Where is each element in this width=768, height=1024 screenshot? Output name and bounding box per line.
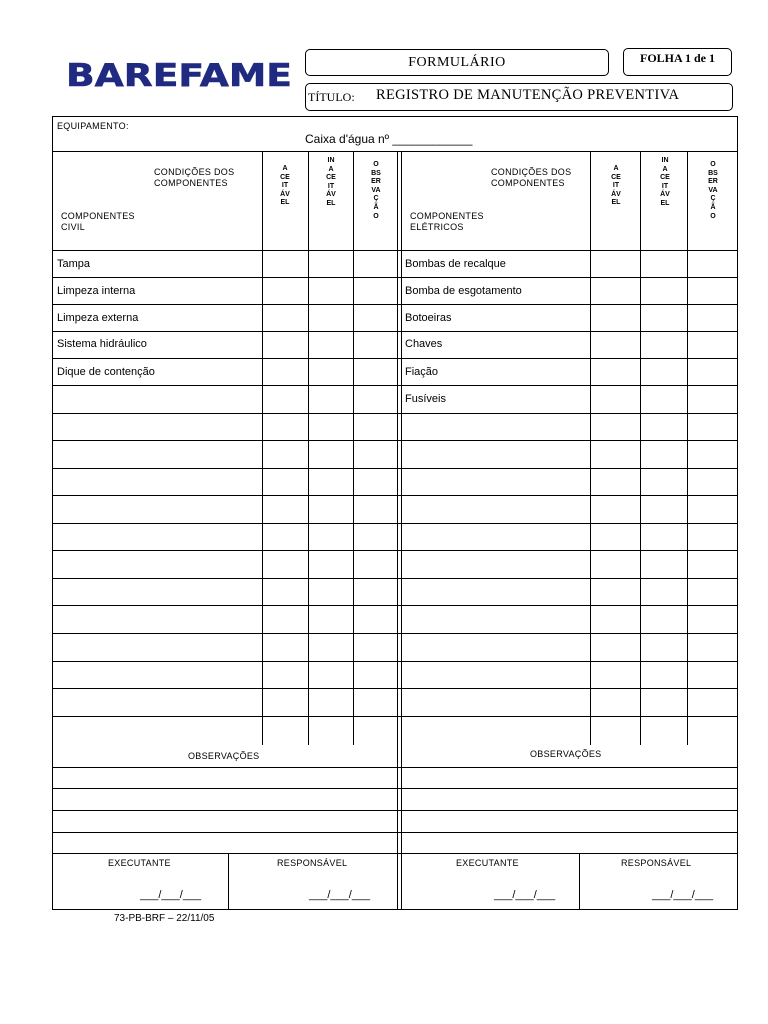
title-box — [305, 83, 733, 111]
obs-row-line — [53, 767, 737, 768]
right-col-line — [640, 151, 641, 745]
grid-row-line — [53, 688, 737, 689]
left-col-line — [308, 151, 309, 745]
right-executante-label: EXECUTANTE — [456, 858, 519, 868]
obs-row-line — [53, 853, 737, 854]
right-condicoes-line2: COMPONENTES — [491, 178, 565, 188]
left-responsavel-date[interactable]: ___/___/___ — [309, 889, 371, 901]
signature-divider — [228, 853, 229, 909]
obs-row-line — [53, 832, 737, 833]
left-col-aceitavel: ACEITÁVEL — [280, 165, 290, 207]
right-executante-date[interactable]: ___/___/___ — [494, 889, 556, 901]
right-col-inaceitavel: INACEITÁVEL — [660, 157, 670, 207]
grid-row-line — [53, 523, 737, 524]
obs-row-line — [53, 810, 737, 811]
form-label: FORMULÁRIO — [408, 55, 506, 70]
right-row-6: Fusíveis — [405, 393, 446, 405]
left-condicoes-line1: CONDIÇÕES DOS — [154, 167, 235, 177]
left-row-3: Limpeza externa — [57, 312, 139, 324]
grid-row-line — [53, 495, 737, 496]
grid-row-line — [53, 578, 737, 579]
right-componentes-line2: ELÉTRICOS — [410, 222, 464, 232]
right-responsavel-date[interactable]: ___/___/___ — [652, 889, 714, 901]
right-row-3: Botoeiras — [405, 312, 452, 324]
obs-row-line — [53, 788, 737, 789]
grid-row-line — [53, 358, 737, 359]
right-componentes-line1: COMPONENTES — [410, 211, 484, 221]
left-responsavel-label: RESPONSÁVEL — [277, 858, 348, 868]
maintenance-form — [52, 116, 738, 910]
right-col-observacao: OBSERVAÇÃO — [708, 161, 718, 220]
folha-box — [623, 48, 732, 76]
grid-row-line — [53, 277, 737, 278]
right-row-2: Bomba de esgotamento — [405, 285, 522, 297]
center-divider — [401, 151, 402, 909]
left-row-4: Sistema hidráulico — [57, 338, 147, 350]
left-componentes-line2: CIVIL — [61, 222, 86, 232]
logo-text: BAREFAME — [66, 58, 292, 90]
left-executante-label: EXECUTANTE — [108, 858, 171, 868]
left-row-2: Limpeza interna — [57, 285, 136, 297]
right-row-1: Bombas de recalque — [405, 258, 506, 270]
signature-divider — [579, 853, 580, 909]
equipment-label: EQUIPAMENTO: — [57, 121, 129, 131]
left-observacoes-label: OBSERVAÇÕES — [188, 751, 260, 761]
grid-row-line — [53, 468, 737, 469]
grid-row-line — [53, 385, 737, 386]
document-title: REGISTRO DE MANUTENÇÃO PREVENTIVA — [376, 87, 680, 103]
left-col-inaceitavel: INACEITÁVEL — [326, 157, 336, 207]
equipment-value[interactable]: Caixa d'água nº ____________ — [305, 132, 473, 146]
grid-row-line — [53, 550, 737, 551]
left-executante-date[interactable]: ___/___/___ — [140, 889, 202, 901]
left-condicoes-line2: COMPONENTES — [154, 178, 228, 188]
grid-row-line — [53, 633, 737, 634]
grid-row-line — [53, 304, 737, 305]
grid-row-line — [53, 331, 737, 332]
folha-label: FOLHA 1 de 1 — [639, 51, 715, 65]
left-row-5: Dique de contenção — [57, 366, 155, 378]
right-observacoes-label: OBSERVAÇÕES — [530, 749, 602, 759]
grid-row-line — [53, 413, 737, 414]
left-col-line — [353, 151, 354, 745]
left-col-line — [262, 151, 263, 745]
barefame-logo — [66, 58, 292, 90]
right-responsavel-label: RESPONSÁVEL — [621, 858, 692, 868]
form-label-box — [305, 49, 609, 76]
left-col-observacao: OBSERVAÇÃO — [371, 161, 381, 220]
left-componentes-line1: COMPONENTES — [61, 211, 135, 221]
grid-row-line — [53, 605, 737, 606]
center-divider — [397, 151, 398, 909]
right-condicoes-line1: CONDIÇÕES DOS — [491, 167, 572, 177]
right-col-line — [687, 151, 688, 745]
grid-row-line — [53, 716, 737, 717]
right-col-line — [590, 151, 591, 745]
grid-row-line — [53, 440, 737, 441]
right-row-5: Fiação — [405, 366, 439, 378]
right-col-aceitavel: ACEITÁVEL — [611, 165, 621, 207]
left-row-1: Tampa — [57, 258, 91, 270]
title-label: TÍTULO: — [308, 90, 355, 104]
right-row-4: Chaves — [405, 338, 443, 350]
document-code: 73-PB-BRF – 22/11/05 — [114, 913, 215, 924]
grid-row-line — [53, 661, 737, 662]
